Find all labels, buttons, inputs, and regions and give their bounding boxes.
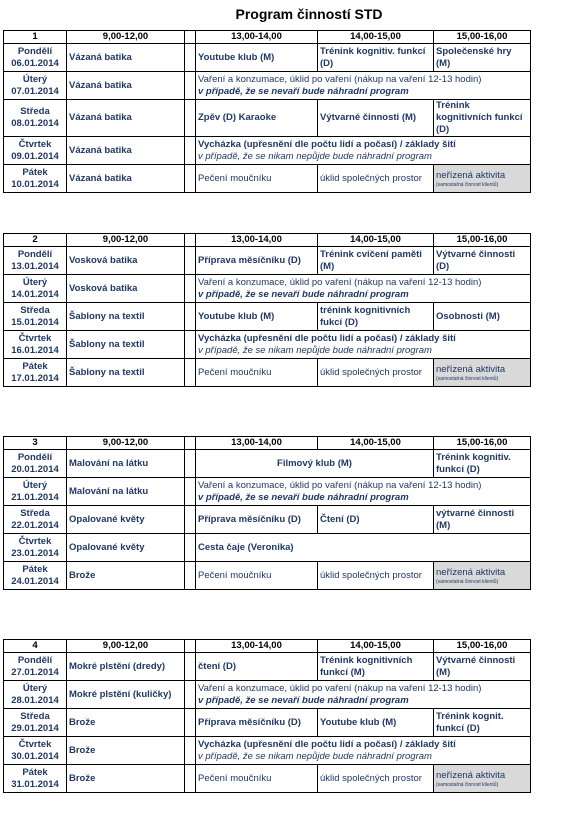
activity-15: Trénink kognitiv. funkcí (D) bbox=[434, 450, 531, 478]
activity-13: čtení (D) bbox=[196, 653, 318, 681]
activity-13: Pečení moučníku bbox=[196, 765, 318, 793]
week-table-4 bbox=[3, 639, 531, 793]
day-cell: Úterý 14.01.2014 bbox=[4, 275, 67, 303]
day-cell: Čtvrtek 30.01.2014 bbox=[4, 737, 67, 765]
activity-14: úklid společných prostor bbox=[318, 765, 434, 793]
day-cell: Středa 22.01.2014 bbox=[4, 506, 67, 534]
activity-morning: Šablony na textil bbox=[67, 303, 185, 331]
walk-cell: Vycházka (upřesnění dle počtu lidí a počasí) / základy šití v případě, že se nikam nepůjde bude náhradní program bbox=[196, 331, 531, 359]
day-cell: Středa 29.01.2014 bbox=[4, 709, 67, 737]
activity-13: Příprava měsíčníku (D) bbox=[196, 506, 318, 534]
cooking-cell: Vaření a konzumace, úklid po vaření (nákup na vaření 12-13 hodin) v případě, že se nevaří bude náhradní program bbox=[196, 275, 531, 303]
activity-15: Výtvarné činnosti (D) bbox=[434, 247, 531, 275]
day-cell: Pátek 24.01.2014 bbox=[4, 562, 67, 590]
header-time-4: 15,00-16,00 bbox=[434, 640, 531, 653]
activity-13: Pečení moučníku bbox=[196, 359, 318, 387]
activity-morning: Šablony na textil bbox=[67, 359, 185, 387]
cooking-cell: Vaření a konzumace, úklid po vaření (nákup na vaření 12-13 hodin) v případě, že se nevaří bude náhradní program bbox=[196, 72, 531, 100]
week-table-2 bbox=[3, 233, 531, 387]
cooking-cell: Vaření a konzumace, úklid po vaření (nákup na vaření 12-13 hodin) v případě, že se nevaří bude náhradní program bbox=[196, 478, 531, 506]
day-cell: Pondělí 13.01.2014 bbox=[4, 247, 67, 275]
activity-15: Trénink kognit. funkcí (D) bbox=[434, 709, 531, 737]
header-time-4: 15,00-16,00 bbox=[434, 234, 531, 247]
activity-morning: Brože bbox=[67, 737, 185, 765]
walk-cell: Vycházka (upřesnění dle počtu lidí a počasí) / základy šití v případě, že se nikam nepůjde bude náhradní program bbox=[196, 137, 531, 165]
activity-14: Čtení (D) bbox=[318, 506, 434, 534]
walk-cell: Vycházka (upřesnění dle počtu lidí a počasí) / základy šití v případě, že se nikam nepůjde bude náhradní program bbox=[196, 737, 531, 765]
week-number: 3 bbox=[4, 437, 67, 450]
header-time-4: 15,00-16,00 bbox=[434, 437, 531, 450]
day-cell: Pondělí 20.01.2014 bbox=[4, 450, 67, 478]
activity-morning: Vosková batika bbox=[67, 247, 185, 275]
day-cell: Pátek 10.01.2014 bbox=[4, 165, 67, 193]
activity-13: Youtube klub (M) bbox=[196, 44, 318, 72]
day-cell: Čtvrtek 23.01.2014 bbox=[4, 534, 67, 562]
header-time-2: 13,00-14,00 bbox=[196, 234, 318, 247]
header-time-3: 14,00-15,00 bbox=[318, 640, 434, 653]
day-cell: Čtvrtek 09.01.2014 bbox=[4, 137, 67, 165]
header-time-3: 14,00-15,00 bbox=[318, 31, 434, 44]
activity-morning: Vázaná batika bbox=[67, 100, 185, 137]
day-cell: Pondělí 27.01.2014 bbox=[4, 653, 67, 681]
week-table-3 bbox=[3, 436, 531, 590]
activity-morning: Vázaná batika bbox=[67, 72, 185, 100]
week-number: 2 bbox=[4, 234, 67, 247]
activity-14: Youtube klub (M) bbox=[318, 709, 434, 737]
activity-15: neřízená aktivita (samostatná činnost klientů) bbox=[434, 562, 531, 590]
activity-13: Zpěv (D) Karaoke bbox=[196, 100, 318, 137]
activity-13: Pečení moučníku bbox=[196, 562, 318, 590]
activity-morning: Vázaná batika bbox=[67, 165, 185, 193]
activity-morning: Mokré plstění (kuličky) bbox=[67, 681, 185, 709]
header-time-3: 14,00-15,00 bbox=[318, 234, 434, 247]
week-number: 4 bbox=[4, 640, 67, 653]
activity-morning: Vosková batika bbox=[67, 275, 185, 303]
activity-morning: Malování na látku bbox=[67, 450, 185, 478]
day-cell: Čtvrtek 16.01.2014 bbox=[4, 331, 67, 359]
activity-14: úklid společných prostor bbox=[318, 165, 434, 193]
activity-morning: Šablony na textil bbox=[67, 331, 185, 359]
header-time-2: 13,00-14,00 bbox=[196, 640, 318, 653]
page-title: Program činností STD bbox=[235, 6, 383, 22]
activity-morning: Vázaná batika bbox=[67, 44, 185, 72]
activity-morning: Brože bbox=[67, 765, 185, 793]
header-time-1: 9,00-12,00 bbox=[67, 234, 185, 247]
activity-morning: Mokré plstění (dredy) bbox=[67, 653, 185, 681]
activity-morning: Vázaná batika bbox=[67, 137, 185, 165]
day-cell: Středa 15.01.2014 bbox=[4, 303, 67, 331]
activity-13-15: Filmový klub (M) bbox=[196, 450, 434, 478]
activity-15: neřízená aktivita (samostatná činnost klientů) bbox=[434, 765, 531, 793]
header-time-3: 14,00-15,00 bbox=[318, 437, 434, 450]
activity-14: Trénink cvičení paměti (M) bbox=[318, 247, 434, 275]
activity-14: úklid společných prostor bbox=[318, 562, 434, 590]
activity-morning: Brože bbox=[67, 562, 185, 590]
week-table-1 bbox=[3, 30, 531, 193]
day-cell: Pondělí 06.01.2014 bbox=[4, 44, 67, 72]
activity-15: Společenské hry (M) bbox=[434, 44, 531, 72]
activity-13: Příprava měsíčníku (D) bbox=[196, 709, 318, 737]
activity-morning: Brože bbox=[67, 709, 185, 737]
activity-afternoon: Cesta čaje (Veronika) bbox=[196, 534, 531, 562]
activity-14: trénink kognitivních fukcí (D) bbox=[318, 303, 434, 331]
activity-15: neřízená aktivita (samostatná činnost klientů) bbox=[434, 165, 531, 193]
header-time-2: 13,00-14,00 bbox=[196, 31, 318, 44]
activity-15: neřízená aktivita (samostatná činnost klientů) bbox=[434, 359, 531, 387]
day-cell: Středa 08.01.2014 bbox=[4, 100, 67, 137]
header-time-2: 13,00-14,00 bbox=[196, 437, 318, 450]
day-cell: Úterý 21.01.2014 bbox=[4, 478, 67, 506]
activity-13: Youtube klub (M) bbox=[196, 303, 318, 331]
day-cell: Pátek 31.01.2014 bbox=[4, 765, 67, 793]
cooking-cell: Vaření a konzumace, úklid po vaření (nákup na vaření 12-13 hodin) v případě, že se nevaří bude náhradní program bbox=[196, 681, 531, 709]
header-time-1: 9,00-12,00 bbox=[67, 31, 185, 44]
activity-15: Výtvarné činnosti (M) bbox=[434, 653, 531, 681]
activity-14: Trénink kognitiv. funkcí (D) bbox=[318, 44, 434, 72]
header-time-1: 9,00-12,00 bbox=[67, 640, 185, 653]
header-time-1: 9,00-12,00 bbox=[67, 437, 185, 450]
activity-morning: Opalované květy bbox=[67, 534, 185, 562]
activity-14: Trénink kognitivních funkcí (M) bbox=[318, 653, 434, 681]
week-number: 1 bbox=[4, 31, 67, 44]
activity-15: Osobnosti (M) bbox=[434, 303, 531, 331]
activity-13: Příprava měsíčníku (D) bbox=[196, 247, 318, 275]
activity-14: úklid společných prostor bbox=[318, 359, 434, 387]
activity-13: Pečení moučníku bbox=[196, 165, 318, 193]
activity-14: Výtvarné činnosti (M) bbox=[318, 100, 434, 137]
day-cell: Úterý 28.01.2014 bbox=[4, 681, 67, 709]
day-cell: Pátek 17.01.2014 bbox=[4, 359, 67, 387]
day-cell: Úterý 07.01.2014 bbox=[4, 72, 67, 100]
activity-15: výtvarné činnosti (M) bbox=[434, 506, 531, 534]
activity-morning: Malování na látku bbox=[67, 478, 185, 506]
header-time-4: 15,00-16,00 bbox=[434, 31, 531, 44]
activity-15: Trénink kognitivních funkcí (D) bbox=[434, 100, 531, 137]
activity-morning: Opalované květy bbox=[67, 506, 185, 534]
